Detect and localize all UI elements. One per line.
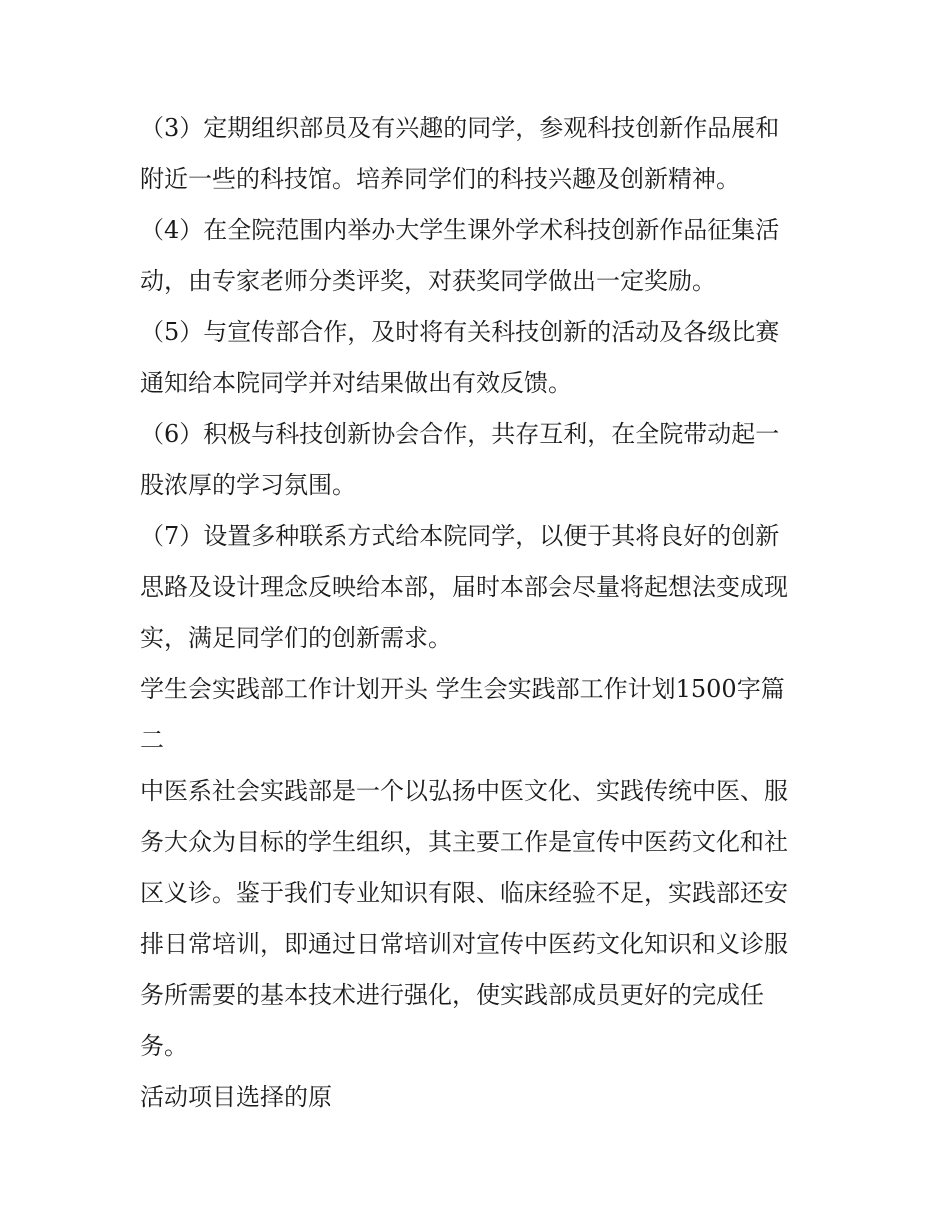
paragraph-item-6 [140, 409, 820, 511]
text-line: 区义诊。鉴于我们专业知识有限、临床经验不足，实践部还安 [140, 879, 788, 907]
paragraph-item-4 [140, 205, 820, 307]
paragraph-item-7 [140, 511, 820, 664]
text-line: （5）与宣传部合作，及时将有关科技创新的活动及各级比赛 [140, 318, 780, 346]
text-line: 思路及设计理念反映给本部，届时本部会尽量将起想法变成现 [140, 573, 788, 601]
paragraph-intro [140, 766, 820, 1072]
text-line: 务大众为目标的学生组织，其主要工作是宣传中医药文化和社 [140, 828, 788, 856]
text-line: （7）设置多种联系方式给本院同学，以便于其将良好的创新 [140, 522, 780, 550]
paragraph-item-5 [140, 307, 820, 409]
section-heading [140, 664, 820, 766]
text-line: 学生会实践部工作计划开头 学生会实践部工作计划1500字篇 [140, 675, 785, 703]
text-line: 附近一些的科技馆。培养同学们的科技兴趣及创新精神。 [140, 165, 740, 193]
text-line: 实，满足同学们的创新需求。 [140, 624, 452, 652]
text-line: 中医系社会实践部是一个以弘扬中医文化、实践传统中医、服 [140, 777, 788, 805]
text-line: 动，由专家老师分类评奖，对获奖同学做出一定奖励。 [140, 267, 716, 295]
text-line: 活动项目选择的原 [140, 1083, 332, 1111]
text-line: 务所需要的基本技术进行强化，使实践部成员更好的完成任 [140, 981, 764, 1009]
text-line: （4）在全院范围内举办大学生课外学术科技创新作品征集活 [140, 216, 780, 244]
text-line: 务。 [140, 1032, 188, 1060]
paragraph-principles [140, 1072, 820, 1123]
document-body [140, 103, 820, 1123]
text-line: （6）积极与科技创新协会合作，共存互利，在全院带动起一 [140, 420, 780, 448]
text-line: 股浓厚的学习氛围。 [140, 471, 356, 499]
text-line: 二 [140, 726, 164, 754]
text-line: 通知给本院同学并对结果做出有效反馈。 [140, 369, 572, 397]
paragraph-item-3 [140, 103, 820, 205]
text-line: （3）定期组织部员及有兴趣的同学，参观科技创新作品展和 [140, 114, 780, 142]
text-line: 排日常培训，即通过日常培训对宣传中医药文化知识和义诊服 [140, 930, 788, 958]
